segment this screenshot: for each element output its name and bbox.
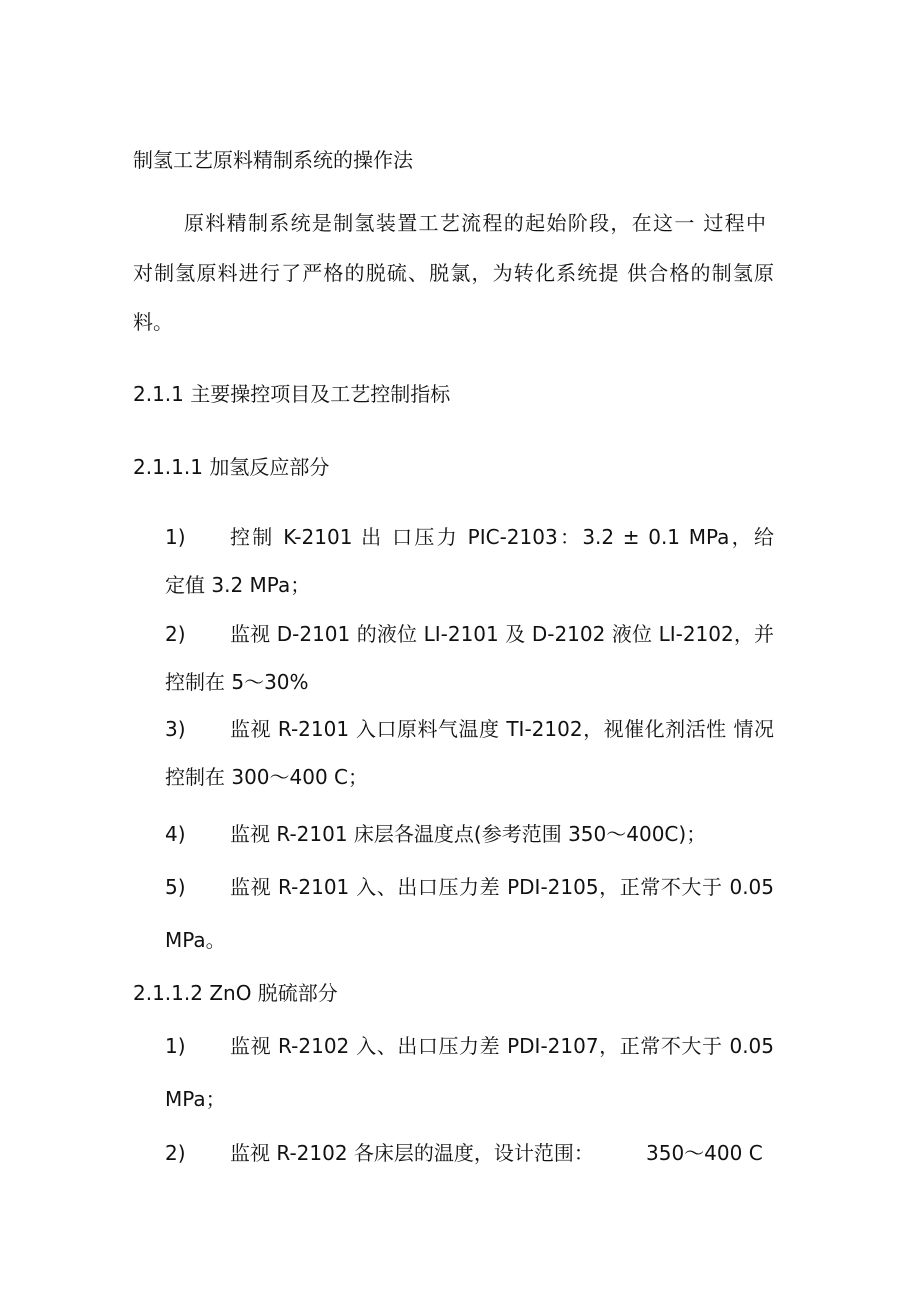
section-heading-2-1-1: 2.1.1 主要操控项目及工艺控制指标 xyxy=(133,382,451,406)
item-text: 监视 D-2101 的液位 LI-2101 及 D-2102 液位 LI-2102，并 xyxy=(230,622,774,646)
item-number: 2) xyxy=(165,622,186,646)
item-text: 监视 R-2101 入、出口压力差 PDI-2105，正常不大于 0.05 xyxy=(230,875,774,899)
intro-line-3: 料。 xyxy=(133,310,173,334)
section-heading-2-1-1-1: 2.1.1.1 加氢反应部分 xyxy=(133,455,330,479)
item-continuation: MPa； xyxy=(165,1087,226,1111)
temperature-range: 350～400 C xyxy=(646,1141,763,1165)
item-number: 5) xyxy=(165,875,186,899)
item-number: 1) xyxy=(165,1034,186,1058)
item-text: 监视 R-2102 入、出口压力差 PDI-2107，正常不大于 0.05 xyxy=(230,1034,774,1058)
intro-line-1: 原料精制系统是制氢装置工艺流程的起始阶段，在这一 过程中 xyxy=(184,211,766,235)
item-text: 监视 R-2101 入口原料气温度 TI-2102，视催化剂活性 情况 xyxy=(230,717,774,741)
item-number: 2) xyxy=(165,1141,186,1165)
item-text: 监视 R-2101 床层各温度点(参考范围 350～400C)； xyxy=(230,822,707,846)
item-number: 3) xyxy=(165,717,186,741)
intro-line-2: 对制氢原料进行了严格的脱硫、脱氯，为转化系统提 供合格的制氢原 xyxy=(133,261,774,285)
item-number: 1) xyxy=(165,525,186,549)
item-text: 监视 R-2102 各床层的温度，设计范围： xyxy=(230,1141,594,1165)
section-heading-2-1-1-2: 2.1.1.2 ZnO 脱硫部分 xyxy=(133,981,338,1005)
item-number: 4) xyxy=(165,822,186,846)
item-continuation: 控制在 5～30% xyxy=(165,670,309,694)
item-continuation: MPa。 xyxy=(165,928,226,952)
item-text: 控制 K-2101 出 口压力 PIC-2103：3.2 ± 0.1 MPa，给 xyxy=(230,525,774,549)
item-continuation: 定值 3.2 MPa； xyxy=(165,573,311,597)
document-title: 制氢工艺原料精制系统的操作法 xyxy=(133,148,413,172)
item-continuation: 控制在 300～400 C； xyxy=(165,765,369,789)
